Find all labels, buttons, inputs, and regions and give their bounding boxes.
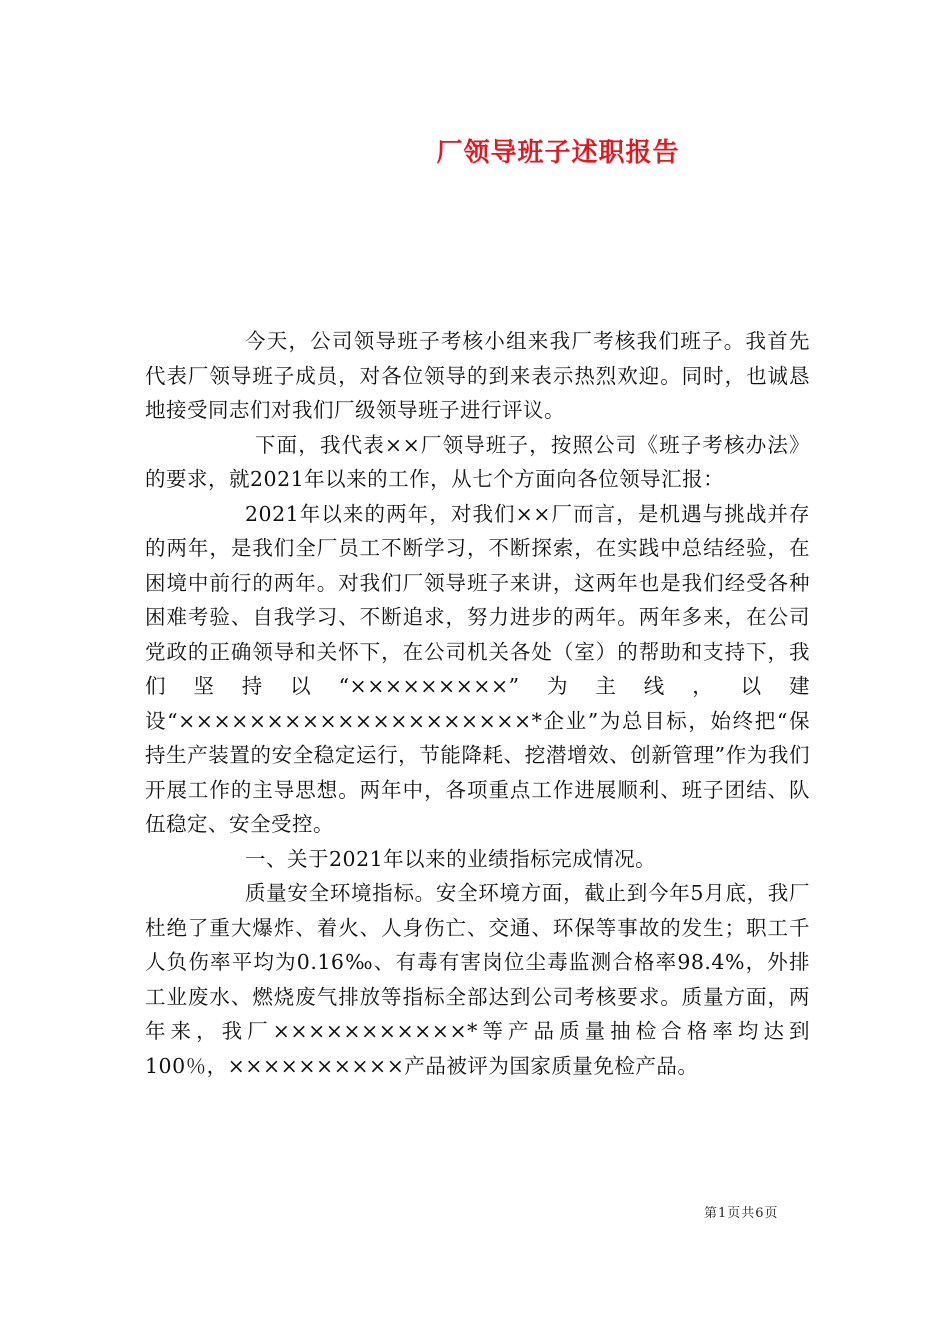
document-title: 厂领导班子述职报告 xyxy=(436,138,680,168)
paragraph-overview: 2021年以来的两年，对我们××厂而言，是机遇与挑战并存的两年，是我们全厂员工不断学习，不断探索，在实践中总结经验，在困境中前行的两年。对我们厂领导班子来讲，这两年也是我们经受各种困难考验、自我学习、不断追求，努力进步的两年。两年多来，在公司党政的正确领导和关怀下，在公司机关各处（室）的帮助和支持下，我们坚持以“×××××××××”为主线，以建设“××××××××××××××××××××*企业”为总目标，始终把“保持生产装置的安全稳定运行，节能降耗、挖潜增效、创新管理”作为我们开展工作的主导思想。两年中，各项重点工作进展顺利、班子团结、队伍稳定、安全受控。 xyxy=(145,501,810,836)
paragraph-intro: 今天，公司领导班子考核小组来我厂考核我们班子。我首先代表厂领导班子成员，对各位领导的到来表示热烈欢迎。同时，也诚恳地接受同志们对我们厂级领导班子进行评议。 xyxy=(145,329,810,422)
document-body xyxy=(145,324,810,1083)
page-indicator: 第1页共6页 xyxy=(704,1206,779,1221)
section-heading-1: 一、关于2021年以来的业绩指标完成情况。 xyxy=(245,846,657,871)
paragraph-outline: 下面，我代表××厂领导班子，按照公司《班子考核办法》的要求，就2021年以来的工作，从七个方面向各位领导汇报： xyxy=(145,432,810,491)
paragraph-quality-safety: 质量安全环境指标。安全环境方面，截止到今年5月底，我厂杜绝了重大爆炸、着火、人身伤亡、交通、环保等事故的发生；职工千人负伤率平均为0.16‰、有毒有害岗位尘毒监测合格率98.4%，外排工业废水、燃烧废气排放等指标全部达到公司考核要求。质量方面，两年来，我厂×××××××××××*等产品质量抽检合格率均达到100％，××××××××××产品被评为国家质量免检产品。 xyxy=(145,881,810,1078)
